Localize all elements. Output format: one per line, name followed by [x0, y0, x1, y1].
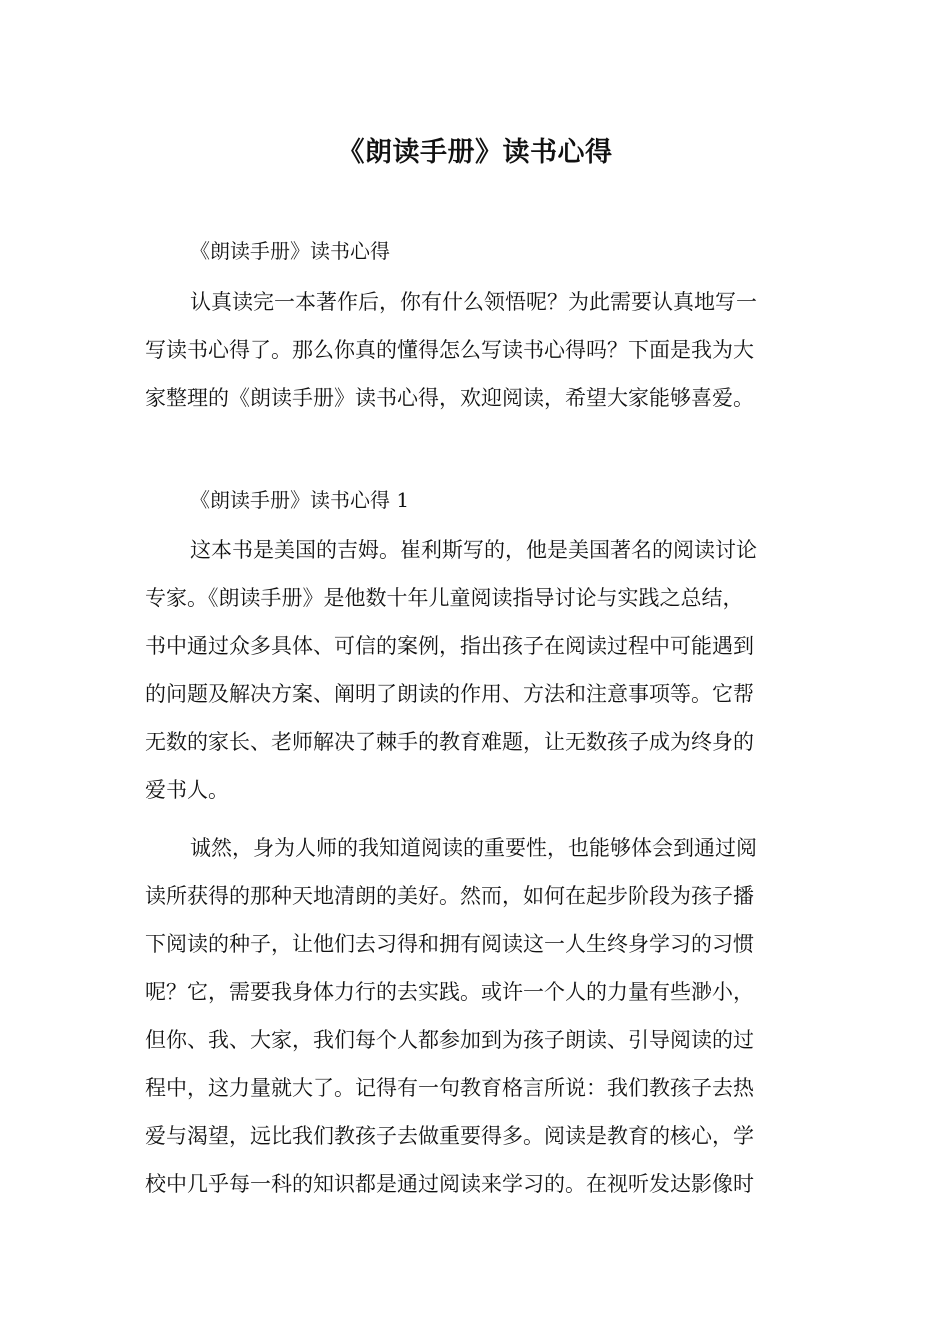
- paragraph-line: 诚然，身为人师的我知道阅读的重要性，也能够体会到通过阅: [190, 836, 757, 860]
- paragraph-line: 校中几乎每一科的知识都是通过阅读来学习的。在视听发达影像时: [145, 1172, 754, 1196]
- intro-line: 家整理的《朗读手册》读书心得，欢迎阅读，希望大家能够喜爱。: [145, 386, 754, 410]
- intro-line: 写读书心得了。那么你真的懂得怎么写读书心得吗？下面是我为大: [145, 338, 754, 362]
- paragraph-line: 专家。《朗读手册》是他数十年儿童阅读指导讨论与实践之总结，: [145, 586, 744, 610]
- paragraph-line: 但你、我、大家，我们每个人都参加到为孩子朗读、引导阅读的过: [145, 1028, 754, 1052]
- intro-paragraph: [145, 278, 807, 422]
- paragraph-line: 下阅读的种子，让他们去习得和拥有阅读这一人生终身学习的习惯: [145, 932, 754, 956]
- paragraph-line: 爱书人。: [145, 778, 229, 802]
- intro-line: 认真读完一本著作后，你有什么领悟呢？为此需要认真地写一: [190, 290, 757, 314]
- paragraph-line: 的问题及解决方案、阐明了朗读的作用、方法和注意事项等。它帮: [145, 682, 754, 706]
- intro-heading: 《朗读手册》读书心得: [190, 239, 390, 263]
- paragraph-2: [145, 824, 807, 1208]
- paragraph-1: [145, 526, 807, 814]
- paragraph-line: 呢？它，需要我身体力行的去实践。或许一个人的力量有些渺小，: [145, 980, 754, 1004]
- document-title: 《朗读手册》读书心得: [337, 137, 613, 168]
- paragraph-line: 程中，这力量就大了。记得有一句教育格言所说：我们教孩子去热: [145, 1076, 754, 1100]
- section1-heading: 《朗读手册》读书心得 1: [190, 488, 410, 512]
- paragraph-line: 这本书是美国的吉姆。崔利斯写的，他是美国著名的阅读讨论: [190, 538, 757, 562]
- paragraph-line: 爱与渴望，远比我们教孩子去做重要得多。阅读是教育的核心，学: [145, 1124, 754, 1148]
- paragraph-line: 书中通过众多具体、可信的案例，指出孩子在阅读过程中可能遇到: [145, 634, 754, 658]
- paragraph-line: 读所获得的那种天地清朗的美好。然而，如何在起步阶段为孩子播: [145, 884, 754, 908]
- paragraph-line: 无数的家长、老师解决了棘手的教育难题，让无数孩子成为终身的: [145, 730, 754, 754]
